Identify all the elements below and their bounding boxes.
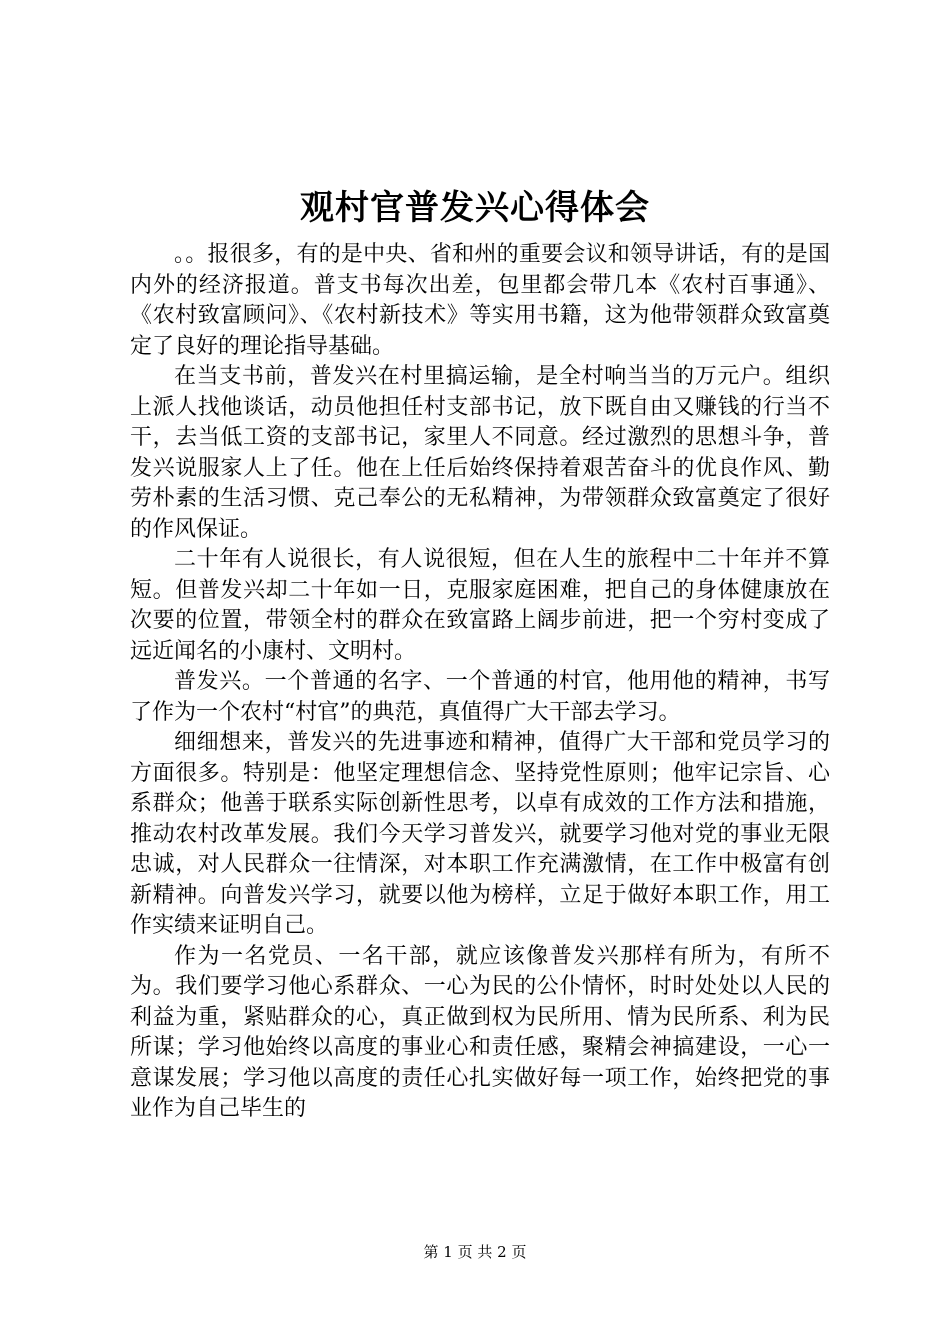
paragraph: 在当支书前，普发兴在村里搞运输，是全村响当当的万元户。组织上派人找他谈话，动员他担任村支部书记，放下既自由又赚钱的行当不干，去当低工资的支部书记，家里人不同意。经过激烈的思想斗争，普发兴说服家人上了任。他在上任后始终保持着艰苦奋斗的优良作风、勤劳朴素的生活习惯、克己奉公的无私精神，为带领群众致富奠定了很好的作风保证。: [130, 364, 830, 542]
document-title: 观村官普发兴心得体会: [300, 188, 650, 228]
paragraph: 。。报很多，有的是中央、省和州的重要会议和领导讲话，有的是国内外的经济报道。普支书每次出差，包里都会带几本《农村百事通》、《农村致富顾问》、《农村新技术》等实用书籍，这为他带领群众致富奠定了良好的理论指导基础。: [130, 242, 830, 359]
paragraph: 普发兴。一个普通的名字、一个普通的村官，他用他的精神，书写了作为一个农村“村官”的典范，真值得广大干部去学习。: [130, 669, 830, 725]
paragraph: 作为一名党员、一名干部，就应该像普发兴那样有所为，有所不为。我们要学习他心系群众、一心为民的公仆情怀，时时处处以人民的利益为重，紧贴群众的心，真正做到权为民所用、情为民所系、利为民所谋；学习他始终以高度的事业心和责任感，聚精会神搞建设，一心一意谋发展；学习他以高度的责任心扎实做好每一项工作，始终把党的事业作为自己毕生的: [130, 943, 830, 1121]
paragraph: 二十年有人说很长，有人说很短，但在人生的旅程中二十年并不算短。但普发兴却二十年如一日，克服家庭困难，把自己的身体健康放在次要的位置，带领全村的群众在致富路上阔步前进，把一个穷村变成了远近闻名的小康村、文明村。: [130, 547, 830, 664]
page-number-footer: 第 1 页 共 2 页: [423, 1243, 527, 1261]
document-body: [130, 240, 830, 1125]
paragraph: 细细想来，普发兴的先进事迹和精神，值得广大干部和党员学习的方面很多。特别是：他坚定理想信念、坚持党性原则；他牢记宗旨、心系群众；他善于联系实际创新性思考，以卓有成效的工作方法和措施，推动农村改革发展。我们今天学习普发兴，就要学习他对党的事业无限忠诚，对人民群众一往情深，对本职工作充满激情，在工作中极富有创新精神。向普发兴学习，就要以他为榜样，立足于做好本职工作，用工作实绩来证明自己。: [130, 730, 830, 938]
